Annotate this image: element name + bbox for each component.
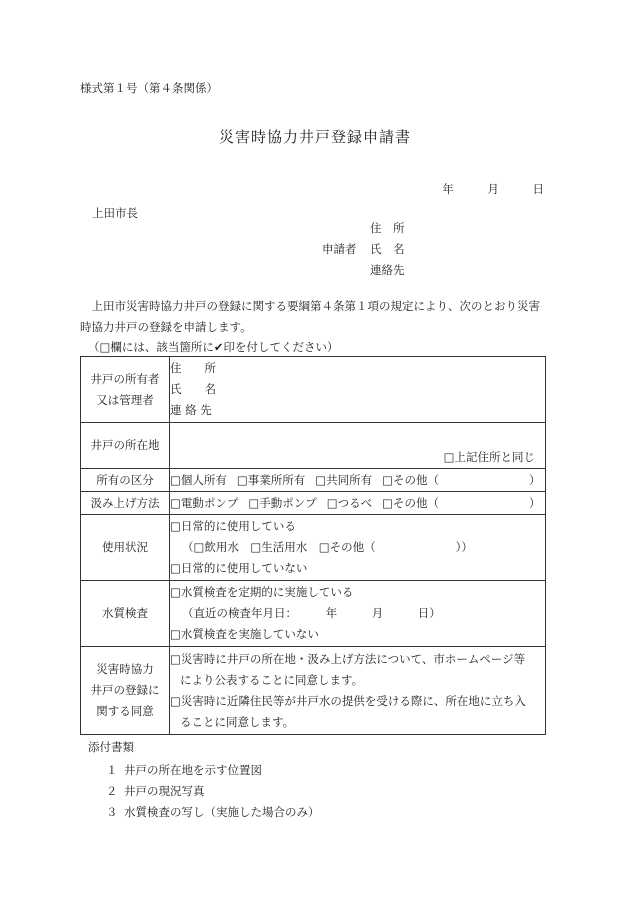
pump-option[interactable]: □つるべ bbox=[326, 495, 373, 510]
table-row bbox=[81, 357, 546, 423]
water-test-last-date[interactable]: （直近の検査年月日： 年 月 日） bbox=[182, 606, 441, 620]
applicant-block bbox=[322, 220, 405, 283]
water-test-done-checkbox[interactable]: □水質検査を定期的に実施している bbox=[170, 585, 354, 599]
ownership-options bbox=[170, 470, 545, 491]
ownership-close: ） bbox=[529, 472, 541, 487]
date-month: 月 bbox=[487, 182, 499, 196]
ownership-option[interactable]: □共同所有 bbox=[315, 472, 373, 487]
water-test-label: 水質検査 bbox=[81, 581, 170, 647]
table-row bbox=[81, 647, 546, 735]
attachments-title: 添付書類 bbox=[88, 740, 134, 754]
owner-name-label: 氏 名 bbox=[170, 382, 216, 396]
checkbox-note: （□欄には、該当箇所に✔印を付してください） bbox=[88, 340, 339, 354]
water-test-not-done-checkbox[interactable]: □水質検査を実施していない bbox=[170, 627, 319, 641]
applicant-label: 申請者 bbox=[322, 242, 357, 256]
form-number: 様式第１号（第４条関係） bbox=[80, 81, 218, 95]
addressee: 上田市長 bbox=[92, 206, 138, 220]
applicant-name-label: 氏 名 bbox=[370, 242, 405, 256]
list-item: １ 井戸の所在地を示す位置図 bbox=[106, 763, 262, 777]
consent-entry-text: ることに同意します。 bbox=[180, 714, 295, 729]
owner-label: 井戸の所有者 又は管理者 bbox=[81, 357, 170, 423]
applicant-address-label: 住 所 bbox=[370, 221, 405, 235]
list-item: ２ 井戸の現況写真 bbox=[106, 784, 205, 798]
ownership-option[interactable]: □事業所所有 bbox=[236, 472, 306, 487]
table-row bbox=[81, 581, 546, 647]
pump-option[interactable]: □その他（ bbox=[382, 495, 439, 510]
usage-label: 使用状況 bbox=[81, 515, 170, 581]
page-title: 災害時協力井戸登録申請書 bbox=[218, 128, 411, 146]
usage-used-checkbox[interactable]: □日常的に使用している bbox=[170, 519, 296, 533]
pump-options bbox=[170, 493, 545, 514]
ownership-option[interactable]: □その他（ bbox=[382, 472, 439, 487]
location-label: 井戸の所在地 bbox=[81, 423, 170, 469]
location-field[interactable] bbox=[170, 423, 546, 469]
date-line bbox=[414, 181, 544, 197]
application-statement: 上田市災害時協力井戸の登録に関する要綱第４条第１項の規定により、次のとおり災害時協力井戸の登録を申請します。 bbox=[80, 299, 540, 334]
consent-label: 災害時協力 井戸の登録に 関する同意 bbox=[81, 647, 170, 735]
pump-option[interactable]: □手動ポンプ bbox=[248, 495, 317, 510]
application-table bbox=[80, 356, 546, 735]
consent-publish-checkbox[interactable]: □災害時に井戸の所在地・汲み上げ方法について、市ホームページ等 bbox=[170, 651, 526, 666]
date-year: 年 bbox=[442, 182, 454, 196]
owner-address-label: 住 所 bbox=[170, 361, 216, 375]
pump-close: ） bbox=[529, 495, 541, 510]
ownership-label: 所有の区分 bbox=[81, 469, 170, 492]
usage-sub-options[interactable]: （□飲用水 □生活用水 □その他（ ）） bbox=[182, 540, 473, 554]
applicant-contact-label: 連絡先 bbox=[370, 263, 405, 277]
owner-contact-label: 連 絡 先 bbox=[170, 403, 212, 417]
list-item: ３ 水質検査の写し（実施した場合のみ） bbox=[106, 805, 320, 819]
pump-label: 汲み上げ方法 bbox=[81, 492, 170, 515]
usage-not-used-checkbox[interactable]: □日常的に使用していない bbox=[170, 561, 308, 575]
table-row bbox=[81, 423, 546, 469]
table-row bbox=[81, 469, 546, 492]
pump-option[interactable]: □電動ポンプ bbox=[170, 495, 239, 510]
date-day: 日 bbox=[532, 182, 544, 196]
consent-publish-text: により公表することに同意します。 bbox=[180, 672, 364, 687]
owner-fields[interactable] bbox=[170, 357, 546, 423]
same-address-checkbox[interactable]: □上記住所と同じ bbox=[443, 450, 535, 464]
table-row bbox=[81, 515, 546, 581]
consent-entry-checkbox[interactable]: □災害時に近隣住民等が井戸水の提供を受ける際に、所在地に立ち入 bbox=[170, 693, 526, 708]
table-row bbox=[81, 492, 546, 515]
ownership-option[interactable]: □個人所有 bbox=[170, 472, 227, 487]
